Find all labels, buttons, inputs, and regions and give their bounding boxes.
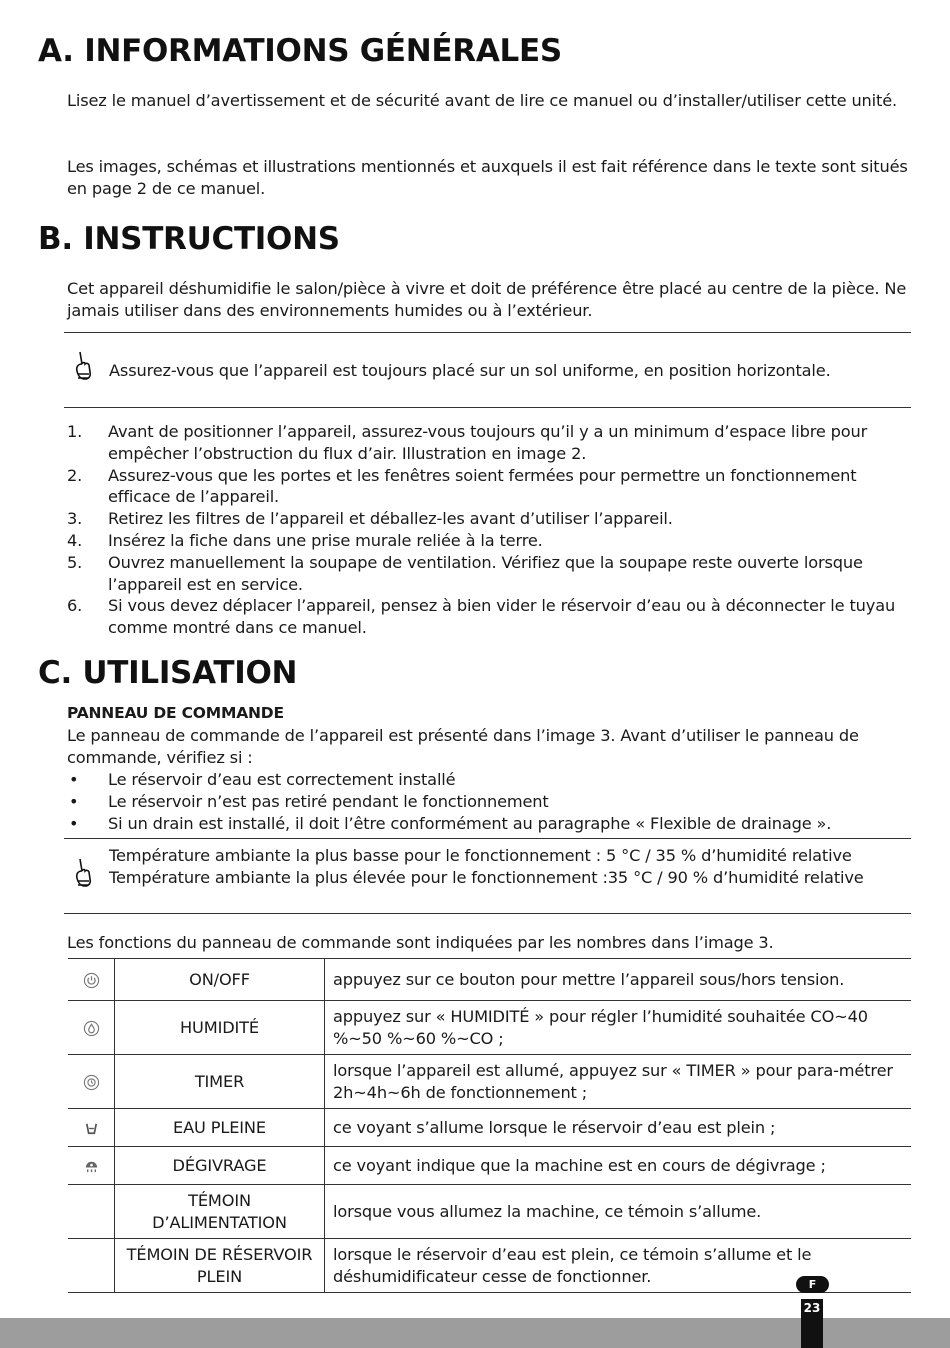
language-tag: F [796, 1276, 829, 1293]
section-a-para2: Les images, schémas et illustrations mentionnés et auxquels il est fait référence dans le texte sont situés en page 2 de ce manuel. [67, 157, 908, 198]
function-name: EAU PLEINE [115, 1109, 325, 1147]
humidity-icon [83, 1020, 100, 1037]
note-line-min: Température ambiante la plus basse pour le fonctionnement : 5 °C / 35 % d’humidité relative [109, 846, 852, 865]
bullet-text: Le réservoir n’est pas retiré pendant le fonctionnement [108, 792, 549, 811]
timer-icon [83, 1074, 100, 1091]
power-icon [83, 972, 100, 989]
step-text: Ouvrez manuellement la soupape de ventilation. Vérifiez que la soupape reste ouverte lorsque l’appareil est en service. [108, 552, 863, 594]
step-text: Avant de positionner l’appareil, assurez-vous toujours qu’il y a un minimum d’espace libre pour empêcher l’obstruction du flux d’air. Illustration en image 2. [108, 422, 868, 463]
function-name: DÉGIVRAGE [115, 1147, 325, 1185]
list-item [67, 530, 917, 552]
table-row [68, 959, 911, 1001]
list-item [67, 465, 917, 509]
list-item [67, 508, 917, 530]
page-number: 23 [801, 1299, 823, 1348]
table-row [68, 1109, 911, 1147]
divider [64, 332, 911, 333]
section-a-para1: Lisez le manuel d’avertissement et de sécurité avant de lire ce manuel ou d’installer/utiliser cette unité. [67, 91, 898, 110]
divider [64, 838, 911, 839]
step-number: 6. [67, 596, 83, 616]
list-item: • Le réservoir n’est pas retiré pendant le fonctionnement [69, 792, 549, 811]
table-row [68, 1001, 911, 1055]
function-name: TÉMOIN DE RÉSERVOIR PLEIN [115, 1239, 325, 1293]
step-text: Retirez les filtres de l’appareil et déballez-les avant d’utiliser l’appareil. [108, 509, 673, 529]
list-item: • Le réservoir d’eau est correctement installé [69, 770, 456, 789]
function-desc: lorsque le réservoir d’eau est plein, ce témoin s’allume et le déshumidificateur cesse de fonctionner. [325, 1239, 912, 1293]
section-c-title: C. UTILISATION [38, 655, 298, 691]
pointing-hand-icon [72, 350, 94, 382]
step-text: Insérez la fiche dans une prise murale reliée à la terre. [108, 530, 543, 550]
step-number: 4. [67, 530, 83, 550]
step-number: 2. [67, 465, 83, 485]
list-item [67, 595, 917, 639]
section-b-para1: Cet appareil déshumidifie le salon/pièce à vivre et doit de préférence être placé au centre de la pièce. Ne jamais utiliser dans des environnements humides ou à l’extérieur. [67, 279, 907, 320]
step-number: 5. [67, 552, 83, 572]
function-name: HUMIDITÉ [115, 1001, 325, 1055]
table-row [68, 1147, 911, 1185]
function-name: TÉMOIN D’ALIMENTATION [115, 1185, 325, 1239]
table-intro: Les fonctions du panneau de commande sont indiquées par les nombres dans l’image 3. [67, 933, 774, 952]
function-desc: lorsque vous allumez la machine, ce témoin s’allume. [325, 1185, 912, 1239]
function-desc: appuyez sur « HUMIDITÉ » pour régler l’humidité souhaitée CO~40 %~50 %~60 %~CO ; [325, 1001, 912, 1055]
note-line-max: Température ambiante la plus élevée pour le fonctionnement :35 °C / 90 % d’humidité relative [109, 868, 864, 887]
divider [64, 407, 911, 408]
pointing-hand-icon [72, 857, 94, 889]
list-item [67, 552, 917, 596]
bullet-text: Le réservoir d’eau est correctement installé [108, 770, 456, 789]
function-name: ON/OFF [115, 959, 325, 1001]
instruction-steps [67, 421, 917, 639]
section-a-title: A. INFORMATIONS GÉNÉRALES [38, 33, 562, 69]
section-b-title: B. INSTRUCTIONS [38, 221, 340, 257]
control-panel-subtitle: PANNEAU DE COMMANDE [67, 704, 284, 722]
step-number: 1. [67, 422, 83, 441]
temperature-note [109, 845, 909, 889]
list-item [67, 421, 917, 465]
control-panel-table [68, 958, 911, 1293]
control-panel-intro: Le panneau de commande de l’appareil est présenté dans l’image 3. Avant d’utiliser le panneau de commande, vérifiez si : [67, 726, 859, 767]
table-row [68, 1239, 911, 1293]
check-list [67, 769, 917, 835]
table-row [68, 1055, 911, 1109]
note-text: Assurez-vous que l’appareil est toujours placé sur un sol uniforme, en position horizontale. [109, 361, 831, 380]
defrost-icon [83, 1158, 100, 1175]
list-item: • Si un drain est installé, il doit l’être conformément au paragraphe « Flexible de drainage ». [69, 814, 832, 833]
bullet-text: Si un drain est installé, il doit l’être conformément au paragraphe « Flexible de drainage ». [108, 814, 832, 833]
divider [64, 913, 911, 914]
step-number: 3. [67, 509, 83, 529]
step-text: Si vous devez déplacer l’appareil, pensez à bien vider le réservoir d’eau ou à déconnecter le tuyau comme montré dans ce manuel. [108, 596, 896, 638]
function-desc: ce voyant indique que la machine est en cours de dégivrage ; [325, 1147, 912, 1185]
step-text: Assurez-vous que les portes et les fenêtres soient fermées pour permettre un fonctionnement efficace de l’appareil. [108, 465, 857, 507]
function-desc: ce voyant s’allume lorsque le réservoir d’eau est plein ; [325, 1109, 912, 1147]
table-row [68, 1185, 911, 1239]
water-full-icon [83, 1120, 100, 1137]
function-name: TIMER [115, 1055, 325, 1109]
function-desc: appuyez sur ce bouton pour mettre l’appareil sous/hors tension. [325, 959, 912, 1001]
function-desc: lorsque l’appareil est allumé, appuyez sur « TIMER » pour para-métrer 2h~4h~6h de fonctionnement ; [325, 1055, 912, 1109]
